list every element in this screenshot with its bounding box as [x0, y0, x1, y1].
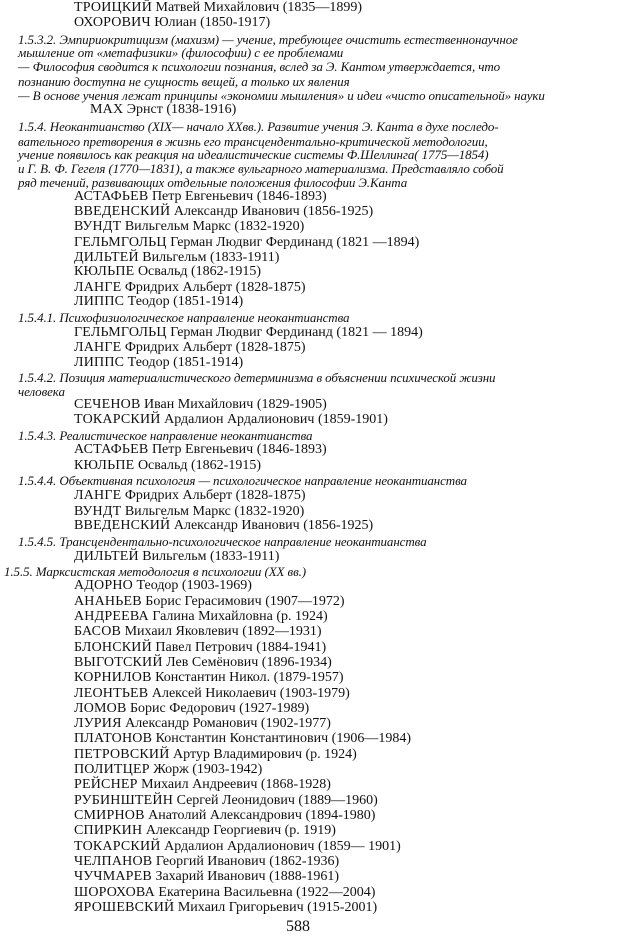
name-details: Константин Константинович (1906—1984) [155, 731, 411, 746]
surname: ЯРОШЕВСКИЙ [74, 900, 175, 915]
name-details: Теодор (1851-1914) [127, 355, 244, 370]
surname: АНДРЕЕВА [74, 609, 149, 624]
surname: БАСОВ [74, 624, 122, 639]
name-details: Юлиан (1850-1917) [154, 15, 271, 30]
name-entry [74, 655, 332, 671]
name-entry [74, 900, 377, 916]
text-line: 1.5.4. Неокантианство (XIX— начало ХХвв.). Развитие учения Э. Канта в духе последо- [18, 119, 499, 134]
name-entry [74, 355, 243, 371]
surname: СЕЧЕНОВ [74, 397, 141, 412]
surname: ЛУРИЯ [74, 716, 122, 731]
surname: РУБИНШТЕЙН [74, 793, 174, 808]
surname: РЕЙСНЕР [74, 777, 138, 792]
surname: ДИЛЬТЕЙ [74, 250, 139, 265]
name-details: Вильгельм (1833-1911) [142, 549, 280, 564]
surname: ЧЕЛПАНОВ [74, 854, 153, 869]
surname: ПОЛИТЦЕР [74, 762, 150, 777]
text-line: человека [18, 384, 65, 399]
surname: ВЫГОТСКИЙ [74, 655, 163, 670]
name-entry [74, 594, 345, 610]
name-entry [90, 102, 236, 118]
surname: ВУНДТ [74, 219, 122, 234]
name-entry [74, 716, 331, 732]
name-entry [74, 0, 362, 16]
text-line: 1.5.4.3. Реалистическое направление неокантианства [18, 428, 313, 443]
name-entry [74, 204, 373, 220]
name-details: Екатерина Васильевна (1922—2004) [158, 885, 376, 900]
name-entry [74, 219, 304, 235]
name-details: Константин Никол. (1879-1957) [155, 670, 344, 685]
surname: ЛИППС [74, 294, 125, 309]
name-entry [74, 578, 252, 594]
name-entry [74, 624, 322, 640]
name-details: Петр Евгеньевич (1846-1893) [151, 189, 327, 204]
name-details: Борис Герасимович (1907—1972) [145, 594, 345, 609]
page-number: 588 [286, 918, 310, 935]
name-entry [74, 885, 375, 901]
surname: ПЕТРОВСКИЙ [74, 747, 170, 762]
name-entry [74, 747, 357, 763]
name-entry [74, 869, 339, 885]
name-entry [74, 412, 388, 428]
surname: ВВЕДЕНСКИЙ [74, 204, 171, 219]
surname: СМИРНОВ [74, 808, 145, 823]
name-entry [74, 777, 331, 793]
surname: АДОРНО [74, 578, 133, 593]
name-details: Теодор (1851-1914) [127, 294, 244, 309]
text-line: вательного претворения в жизнь его трансцендентально-критической методологии, [18, 134, 488, 149]
surname: ТОКАРСКИЙ [74, 839, 161, 854]
surname: ЛАНГЕ [74, 488, 122, 503]
text-line: мышление от «метафизики» (философии) с ее проблемами [18, 45, 344, 60]
surname: ЛОМОВ [74, 701, 127, 716]
name-details: Анатолий Александрович (1894-1980) [148, 808, 376, 823]
surname: КЮЛЬПЕ [74, 264, 135, 279]
name-details: Алексей Николаевич (1903-1979) [151, 686, 350, 701]
surname: ПЛАТОНОВ [74, 731, 153, 746]
name-details: Георгий Иванович (1862-1936) [155, 854, 340, 869]
name-details: Артур Владимирович (р. 1924) [173, 747, 357, 762]
text-line: 1.5.5. Марксистская методология в психологии (XX вв.) [4, 564, 306, 579]
name-entry [74, 808, 375, 824]
text-line: познанию доступна не сущность вещей, а только их явления [18, 74, 350, 89]
name-details: Михаил Андреевич (1868-1928) [141, 777, 331, 792]
name-entry [74, 762, 262, 778]
surname: КОРНИЛОВ [74, 670, 152, 685]
text-line: и Г. В. Ф. Гегеля (1770—1831), а также вульгарного материализма. Представляло собой [18, 161, 504, 176]
name-details: Вильгельм Маркс (1832-1920) [124, 219, 305, 234]
name-details: Фридрих Альберт (1828-1875) [124, 280, 306, 295]
name-details: Иван Михайлович (1829-1905) [144, 397, 327, 412]
name-entry [74, 235, 419, 251]
surname: АСТАФЬЕВ [74, 189, 149, 204]
name-details: Александр Романович (1902-1977) [125, 716, 331, 731]
name-entry [74, 442, 327, 458]
surname: ТОКАРСКИЙ [74, 412, 161, 427]
text-line: ряд течений, развивающих отдельные положения философии Э.Канта [18, 175, 408, 190]
surname: МАХ [90, 102, 124, 117]
text-line: учение появилось как реакция на идеалистические системы Ф.Шеллинга( 1775—1854) [18, 147, 489, 162]
surname: КЮЛЬПЕ [74, 458, 135, 473]
name-entry [74, 731, 411, 747]
name-entry [74, 839, 401, 855]
name-details: Сергей Леонидович (1889—1960) [176, 793, 378, 808]
name-details: Вильгельм (1833-1911) [142, 250, 280, 265]
name-entry [74, 294, 243, 310]
name-entry [74, 609, 328, 625]
name-details: Лев Семёнович (1896-1934) [166, 655, 332, 670]
name-details: Галина Михайловна (р. 1924) [152, 609, 328, 624]
surname: ШОРОХОВА [74, 885, 155, 900]
name-details: Александр Георгиевич (р. 1919) [145, 823, 336, 838]
surname: СПИРКИН [74, 823, 143, 838]
name-entry [74, 264, 261, 280]
name-details: Борис Федорович (1927-1989) [130, 701, 310, 716]
surname: ГЕЛЬМГОЛЬЦ [74, 235, 167, 250]
surname: ГЕЛЬМГОЛЬЦ [74, 325, 167, 340]
name-details: Герман Людвиг Фердинанд (1821 —1894) [170, 235, 420, 250]
text-line: 1.5.4.5. Трансцендентально-психологическое направление неокантианства [18, 534, 427, 549]
surname: ЛИППС [74, 355, 125, 370]
name-details: Жорж (1903-1942) [153, 762, 263, 777]
text-line: — Философия сводится к психологии познания, вслед за Э. Кантом утверждается, что [18, 59, 501, 74]
surname: ЛАНГЕ [74, 280, 122, 295]
surname: ЛЕОНТЬЕВ [74, 686, 149, 701]
name-details: Освальд (1862-1915) [137, 458, 262, 473]
name-details: Павел Петрович (1884-1941) [155, 640, 327, 655]
name-details: Ардалион Ардалионович (1859-1901) [164, 412, 388, 427]
text-line: 1.5.4.4. Объективная психология — психологическое направление неокантианства [18, 473, 467, 488]
name-entry [74, 488, 306, 504]
name-entry [74, 701, 309, 717]
surname: ВУНДТ [74, 504, 122, 519]
name-details: Фридрих Альберт (1828-1875) [124, 340, 306, 355]
name-entry [74, 325, 423, 341]
name-entry [74, 670, 344, 686]
name-details: Михаил Яковлевич (1892—1931) [124, 624, 322, 639]
name-details: Петр Евгеньевич (1846-1893) [151, 442, 327, 457]
name-details: Ардалион Ардалионович (1859— 1901) [164, 839, 401, 854]
name-entry [74, 397, 327, 413]
name-details: Фридрих Альберт (1828-1875) [124, 488, 306, 503]
name-entry [74, 340, 306, 356]
name-details: Вильгельм Маркс (1832-1920) [124, 504, 305, 519]
name-details: Александр Иванович (1856-1925) [173, 204, 374, 219]
name-entry [74, 458, 261, 474]
name-entry [74, 640, 326, 656]
text-line: 1.5.3.2. Эмпириокритицизм (махизм) — учение, требующее очистить естественнонаучное [18, 32, 518, 47]
name-details: Теодор (1903-1969) [136, 578, 252, 593]
surname: ТРОИЦКИЙ [74, 0, 152, 15]
name-details: Освальд (1862-1915) [137, 264, 262, 279]
name-entry [74, 15, 270, 31]
name-details: Матвей Михайлович (1835—1899) [155, 0, 363, 15]
name-entry [74, 854, 339, 870]
name-entry [74, 823, 336, 839]
surname: ЧУЧМАРЕВ [74, 869, 152, 884]
name-details: Герман Людвиг Фердинанд (1821 — 1894) [170, 325, 423, 340]
name-details: Михаил Григорьевич (1915-2001) [177, 900, 378, 915]
surname: ДИЛЬТЕЙ [74, 549, 139, 564]
name-entry [74, 793, 378, 809]
surname: ОХОРОВИЧ [74, 15, 151, 30]
name-entry [74, 189, 327, 205]
text-line: 1.5.4.1. Психофизиологическое направление неокантианства [18, 310, 350, 325]
surname: ВВЕДЕНСКИЙ [74, 518, 171, 533]
name-details: Эрнст (1838-1916) [126, 102, 237, 117]
text-line: — В основе учения лежат принципы «экономии мышления» и идеи «чисто описательной» науки [18, 88, 545, 103]
surname: АНАНЬЕВ [74, 594, 142, 609]
name-entry [74, 549, 279, 565]
surname: АСТАФЬЕВ [74, 442, 149, 457]
surname: БЛОНСКИЙ [74, 640, 152, 655]
surname: ЛАНГЕ [74, 340, 122, 355]
name-details: Александр Иванович (1856-1925) [173, 518, 374, 533]
text-line: 1.5.4.2. Позиция материалистического детерминизма в объяснении психической жизни [18, 370, 496, 385]
name-entry [74, 518, 373, 534]
name-entry [74, 686, 350, 702]
name-details: Захарий Иванович (1888-1961) [155, 869, 340, 884]
